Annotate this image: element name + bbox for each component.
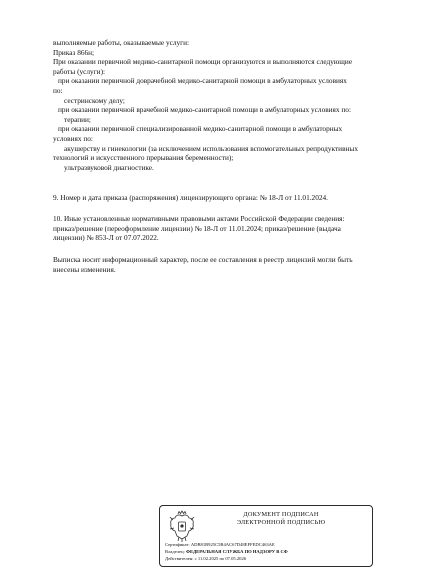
text-line: ультразвуковой диагностике. [64, 162, 154, 172]
text-line: приказ/решение (переоформление лицензии) № 18-Л от 11.01.2024; приказ/решение (выдача [53, 223, 341, 233]
section-9-text: 9. Номер и дата приказа (распоряжения) лицензирующего органа: № 18-Л от 11.01.2024. [53, 193, 328, 202]
digital-signature-stamp [159, 505, 373, 567]
text-line: акушерству и гинекологии (за исключением использования вспомогательных репродуктивных [64, 143, 358, 153]
notice-section [53, 255, 405, 274]
text-line: технологий и искусственного прерывания беременности); [53, 153, 234, 163]
text-line: при оказании первичной доврачебной медико-санитарной помощи в амбулаторных условиях [58, 76, 347, 86]
text-line: Выписка носит информационный характер, после ее составления в реестр лицензий могли быть [53, 255, 353, 264]
text-line: по: [53, 85, 63, 95]
text-line: При оказании первичной медико-санитарной помощи организуются и выполняются следующие [53, 57, 353, 67]
text-line: терапии; [64, 114, 91, 124]
text-line: сестринскому делу; [64, 95, 125, 105]
owner-row: Владелец: ФЕДЕРАЛЬНАЯ СЛУЖБА ПО НАДЗОРУ В СФ [165, 549, 288, 554]
text-line: выполняемые работы, оказываемые услуги: [53, 38, 190, 47]
text-line: внесены изменения. [53, 264, 116, 274]
license-works-section [53, 38, 405, 172]
text-line: Приказ 866н; [53, 47, 95, 57]
certificate-row: Сертификат: ADB81B925C5B4AC67D48EFFEDC463AE [165, 542, 275, 547]
text-line: лицензии) № 853-Л от 07.07.2022. [53, 233, 159, 243]
text-line: при оказании первичной специализированной медико-санитарной помощи в амбулаторных [58, 124, 343, 134]
order-number-section [53, 193, 405, 203]
coat-of-arms-icon [167, 510, 197, 544]
text-line: при оказании первичной врачебной медико-санитарной помощи в амбулаторных условиях по: [58, 105, 351, 115]
other-info-section [53, 214, 405, 243]
stamp-title: ДОКУМЕНТ ПОДПИСАН ЭЛЕКТРОННОЙ ПОДПИСЬЮ [236, 511, 326, 526]
text-line: работы (услуги): [53, 66, 106, 76]
text-line: 10. Иные установленные нормативными правовыми актами Российской Федерации сведения: [53, 214, 345, 223]
validity-row: Действителен: с 11.02.2025 по 07.05.2026 [165, 556, 247, 561]
text-line: условиях по: [53, 133, 93, 143]
